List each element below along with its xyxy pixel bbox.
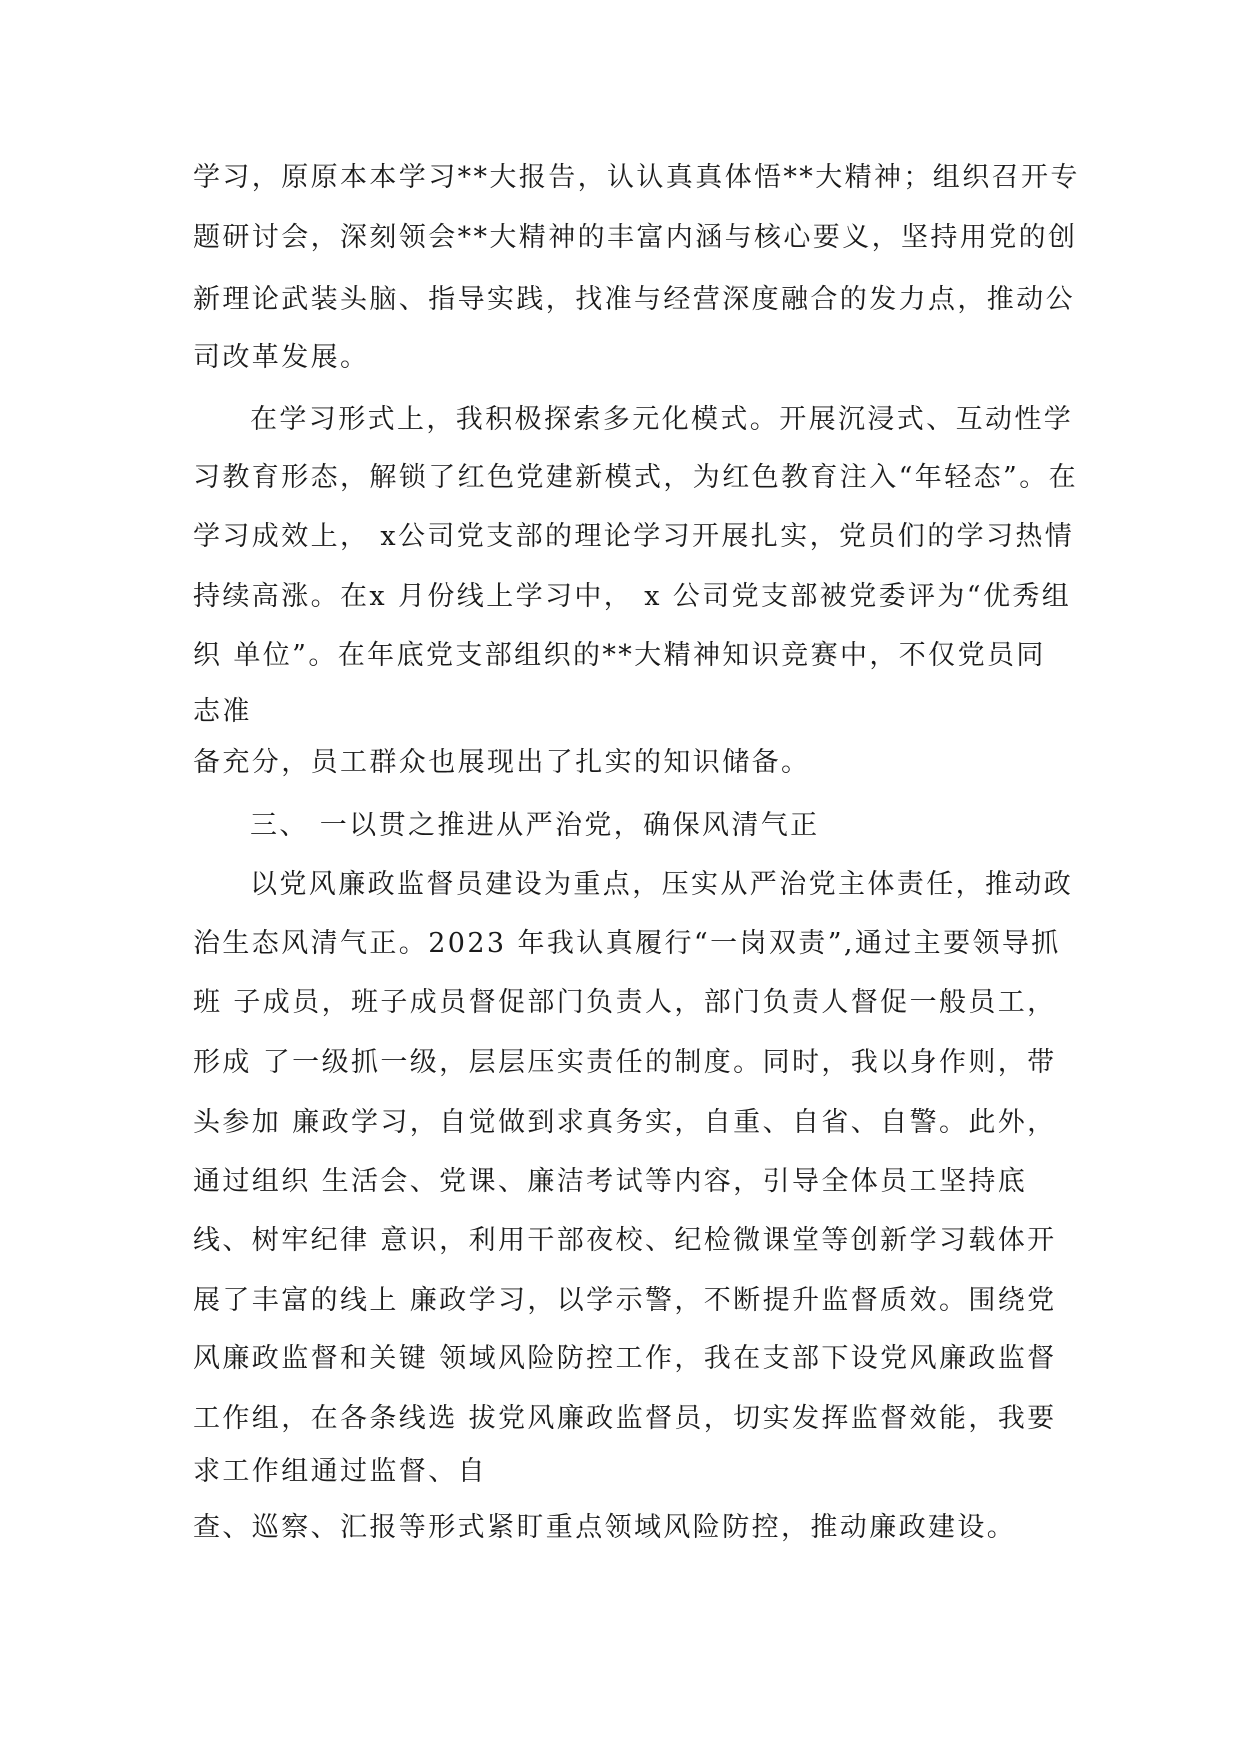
text-line: 查、巡察、汇报等形式紧盯重点领域风险防控，推动廉政建设。	[193, 1512, 1017, 1543]
text-line: 风廉政监督和关键 领域风险防控工作，我在支部下设党风廉政监督	[193, 1343, 1057, 1374]
text-line: 备充分，员工群众也展现出了扎实的知识储备。	[193, 747, 811, 778]
text-line: 线、树牢纪律 意识，利用干部夜校、纪检微课堂等创新学习载体开	[193, 1225, 1057, 1256]
text-line: 求工作组通过监督、自	[193, 1456, 487, 1487]
text-line: 新理论武装头脑、指导实践，找准与经营深度融合的发力点，推动公	[193, 284, 1075, 315]
text-line: 展了丰富的线上 廉政学习，以学示警，不断提升监督质效。围绕党	[193, 1285, 1057, 1316]
text-line: 司改革发展。	[193, 342, 370, 373]
text-line: 持续高涨。在x 月份线上学习中， x 公司党支部被党委评为“优秀组	[193, 581, 1072, 612]
text-line: 学习成效上， x公司党支部的理论学习开展扎实，党员们的学习热情	[193, 521, 1075, 552]
text-line: 头参加 廉政学习，自觉做到求真务实，自重、自省、自警。此外，	[193, 1107, 1057, 1138]
paragraph-start-line: 以党风廉政监督员建设为重点，压实从严治党主体责任，推动政	[250, 869, 1074, 900]
text-line: 班 子成员，班子成员督促部门负责人，部门负责人督促一般员工，	[193, 987, 1057, 1018]
text-line: 形成 了一级抓一级，层层压实责任的制度。同时，我以身作则，带	[193, 1047, 1057, 1078]
text-line: 治生态风清气正。2023 年我认真履行“一岗双责”,通过主要领导抓	[193, 928, 1061, 959]
text-line: 织 单位”。在年底党支部组织的**大精神知识竞赛中，不仅党员同	[193, 640, 1046, 671]
text-line: 习教育形态，解锁了红色党建新模式，为红色教育注入“年轻态”。在	[193, 462, 1079, 493]
paragraph-start-line: 在学习形式上，我积极探索多元化模式。开展沉浸式、互动性学	[250, 404, 1074, 435]
text-line: 通过组织 生活会、党课、廉洁考试等内容，引导全体员工坚持底	[193, 1166, 1028, 1197]
text-line: 工作组，在各条线选 拔党风廉政监督员，切实发挥监督效能，我要	[193, 1403, 1057, 1434]
text-line: 学习，原原本本学习**大报告，认认真真体悟**大精神；组织召开专	[193, 162, 1080, 193]
text-line: 题研讨会，深刻领会**大精神的丰富内涵与核心要义，坚持用党的创	[193, 222, 1078, 253]
section-heading: 三、 一以贯之推进从严治党，确保风清气正	[250, 810, 820, 841]
text-line: 志准	[193, 696, 252, 727]
